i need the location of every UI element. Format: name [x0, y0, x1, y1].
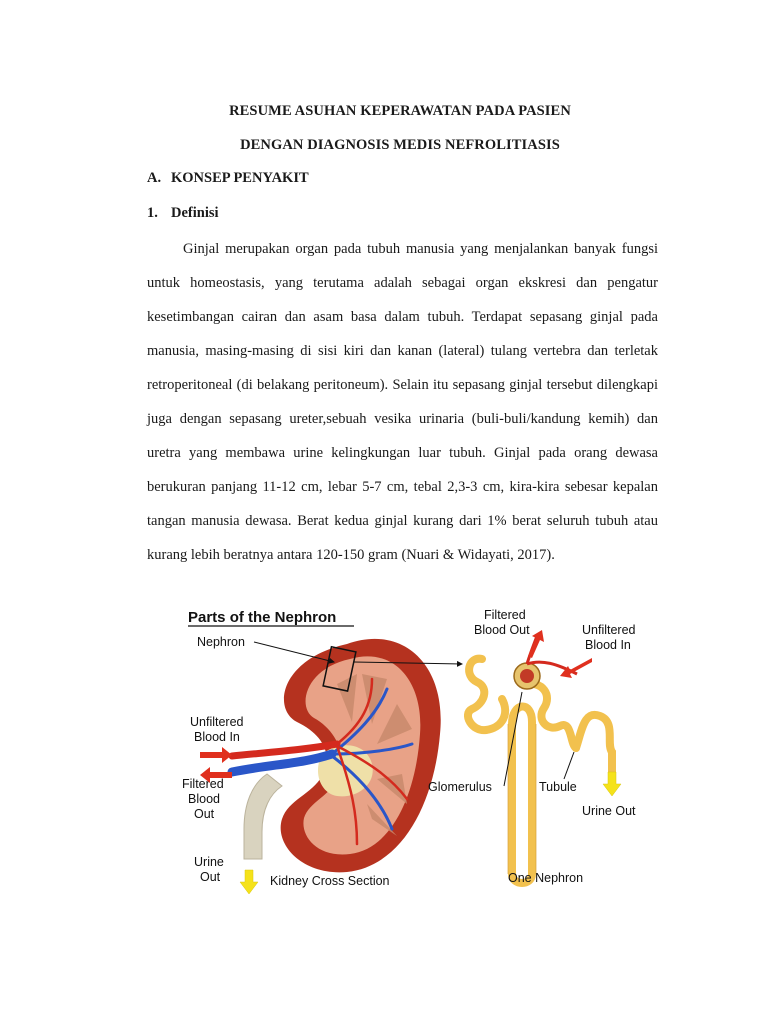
label-filtered-top-2: Blood Out: [474, 623, 530, 637]
label-glomerulus: Glomerulus: [428, 780, 492, 794]
arrow-urine-left: [240, 870, 258, 894]
label-filtered-top-1: Filtered: [484, 608, 526, 622]
subsection-heading-1: [147, 205, 219, 222]
label-unfiltered-right-1: Unfiltered: [582, 623, 636, 637]
document-title-line-1: RESUME ASUHAN KEPERAWATAN PADA PASIEN: [229, 103, 571, 119]
label-filtered-left-3: Out: [194, 807, 215, 821]
ureter: [244, 774, 282, 859]
label-nephron: Nephron: [197, 635, 245, 649]
section-title: KONSEP PENYAKIT: [171, 170, 309, 186]
arrow-blood-in-left: [200, 747, 232, 763]
label-filtered-left-2: Blood: [188, 792, 220, 806]
section-heading-a: [147, 170, 309, 187]
nephron-figure: [172, 604, 662, 896]
subsection-marker: 1.: [147, 205, 158, 221]
arrow-urine-right: [603, 772, 621, 796]
label-filtered-left-1: Filtered: [182, 777, 224, 791]
label-kidney-cross-section: Kidney Cross Section: [270, 874, 390, 888]
subsection-title: Definisi: [171, 205, 219, 221]
label-urine-left-1: Urine: [194, 855, 224, 869]
nephron-tubule: [468, 659, 612, 883]
label-unfiltered-left-2: Blood In: [194, 730, 240, 744]
label-urine-left-2: Out: [200, 870, 221, 884]
document-title-line-2: DENGAN DIAGNOSIS MEDIS NEFROLITIASIS: [240, 137, 560, 153]
definition-paragraph: Ginjal merupakan organ pada tubuh manusia yang menjalankan banyak fungsi untuk homeostasis, yang terutama adalah sebagai organ ekskresi dan pengatur kesetimbangan cairan dan asam basa dalam tubuh. Terdapat sepasang ginjal pada manusia, masing-masing di sisi kiri dan kanan (lateral) tulang vertebra dan terletak retroperitoneal (di belakang peritoneum). Selain itu sepasang ginjal tersebut dilengkapi juga dengan sepasang ureter,sebuah vesika urinaria (buli-buli/kandung kemih) dan uretra yang membawa urine kelingkungan luar tubuh. Ginjal pada orang dewasa berukuran panjang 11-12 cm, lebar 5-7 cm, tebal 2,3-3 cm, kira-kira sebesar kepalan tangan manusia dewasa. Berat kedua ginjal kurang dari 1% berat seluruh tubuh atau kurang lebih beratnya antara 120-150 gram (Nuari & Widayati, 2017).: [147, 241, 658, 563]
arrow-blood-out-top: [528, 630, 544, 658]
glomerulus-capillaries: [520, 669, 534, 683]
label-unfiltered-right-2: Blood In: [585, 638, 631, 652]
label-unfiltered-left-1: Unfiltered: [190, 715, 244, 729]
label-urine-right: Urine Out: [582, 804, 636, 818]
nephron-diagram: [172, 604, 662, 896]
section-marker: A.: [147, 170, 162, 186]
figure-title: Parts of the Nephron: [188, 609, 337, 626]
label-tubule: Tubule: [539, 780, 577, 794]
label-one-nephron: One Nephron: [508, 871, 584, 885]
